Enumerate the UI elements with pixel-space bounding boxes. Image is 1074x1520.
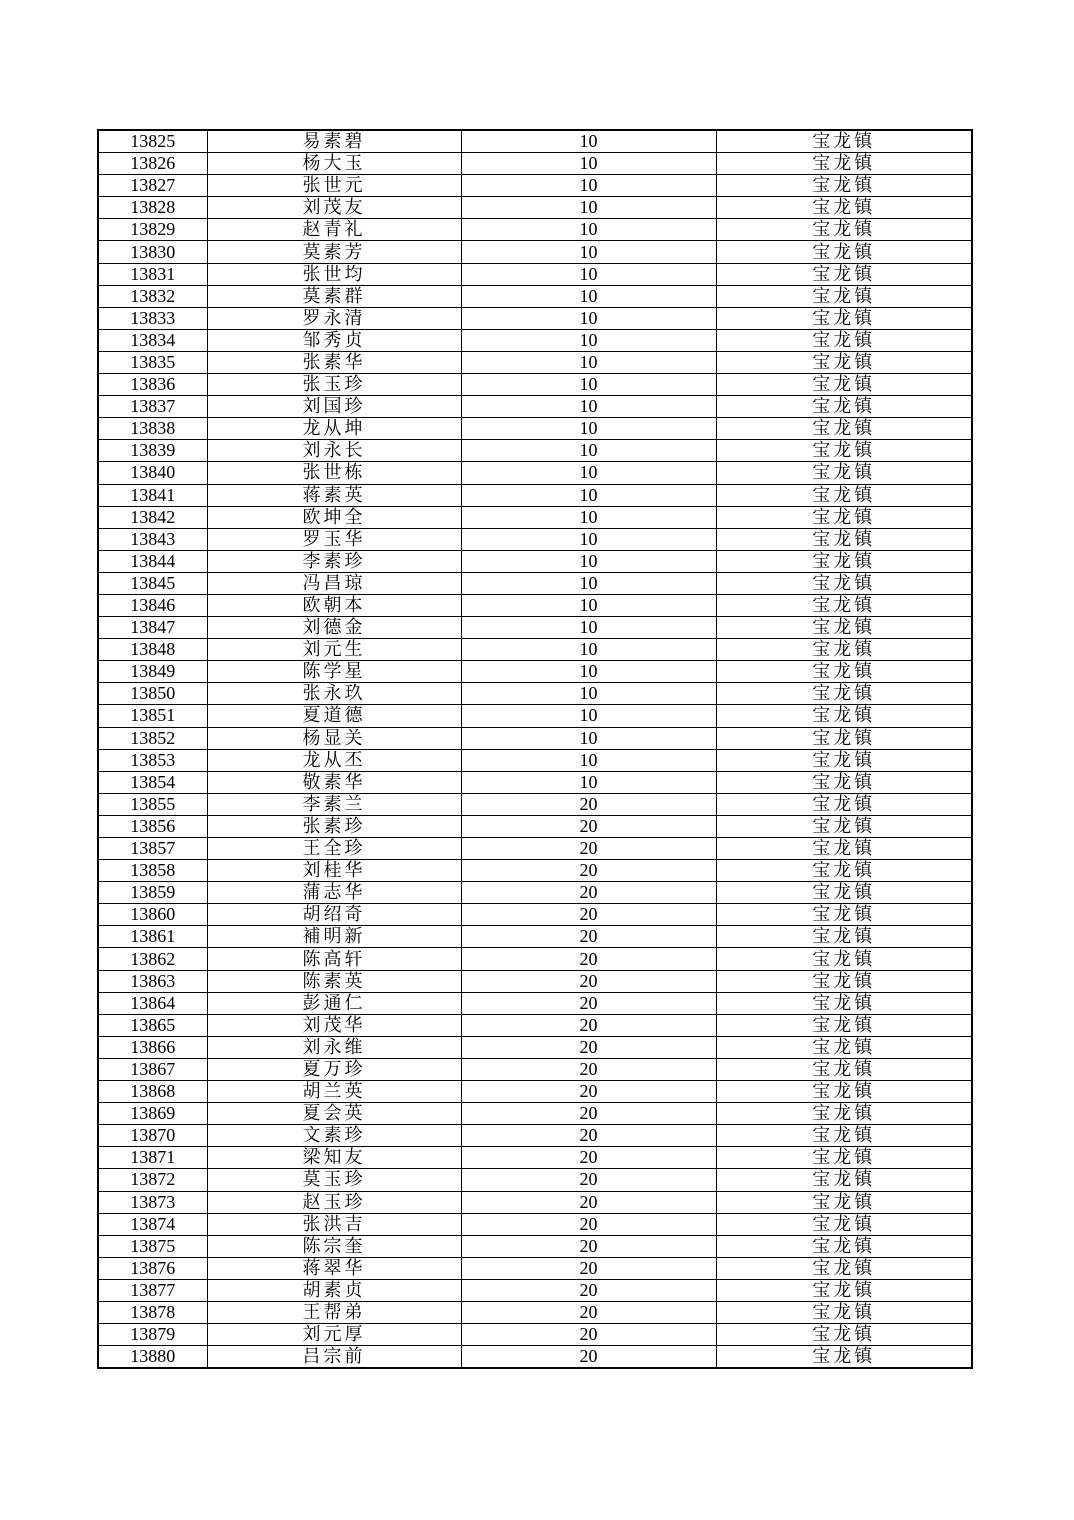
row-number-cell: 13827 <box>98 175 207 197</box>
town-name-cell: 宝龙镇 <box>716 882 972 904</box>
roster-table <box>97 129 973 1369</box>
person-name-cell: 莫素群 <box>207 285 461 307</box>
town-name-cell: 宝龙镇 <box>716 351 972 373</box>
amount-cell: 10 <box>461 484 716 506</box>
row-number-cell: 13851 <box>98 705 207 727</box>
amount-cell: 10 <box>461 175 716 197</box>
town-name-cell: 宝龙镇 <box>716 329 972 351</box>
person-name-cell: 张世均 <box>207 263 461 285</box>
amount-cell: 10 <box>461 639 716 661</box>
town-name-cell: 宝龙镇 <box>716 639 972 661</box>
row-number-cell: 13852 <box>98 727 207 749</box>
amount-cell: 10 <box>461 351 716 373</box>
town-name-cell: 宝龙镇 <box>716 926 972 948</box>
town-name-cell: 宝龙镇 <box>716 948 972 970</box>
table-row <box>98 793 972 815</box>
amount-cell: 20 <box>461 1213 716 1235</box>
row-number-cell: 13830 <box>98 241 207 263</box>
person-name-cell: 李素兰 <box>207 793 461 815</box>
row-number-cell: 13840 <box>98 462 207 484</box>
person-name-cell: 吕宗前 <box>207 1346 461 1369</box>
town-name-cell: 宝龙镇 <box>716 793 972 815</box>
town-name-cell: 宝龙镇 <box>716 970 972 992</box>
amount-cell: 20 <box>461 838 716 860</box>
table-row <box>98 440 972 462</box>
table-row <box>98 926 972 948</box>
table-row <box>98 815 972 837</box>
roster-body <box>98 130 972 1368</box>
person-name-cell: 赵玉珍 <box>207 1191 461 1213</box>
table-row <box>98 351 972 373</box>
amount-cell: 10 <box>461 396 716 418</box>
table-row <box>98 617 972 639</box>
town-name-cell: 宝龙镇 <box>716 1235 972 1257</box>
table-row <box>98 153 972 175</box>
person-name-cell: 龙从丕 <box>207 749 461 771</box>
town-name-cell: 宝龙镇 <box>716 153 972 175</box>
town-name-cell: 宝龙镇 <box>716 727 972 749</box>
person-name-cell: 刘德金 <box>207 617 461 639</box>
row-number-cell: 13837 <box>98 396 207 418</box>
row-number-cell: 13868 <box>98 1081 207 1103</box>
amount-cell: 20 <box>461 1103 716 1125</box>
amount-cell: 20 <box>461 1036 716 1058</box>
row-number-cell: 13873 <box>98 1191 207 1213</box>
town-name-cell: 宝龙镇 <box>716 1147 972 1169</box>
town-name-cell: 宝龙镇 <box>716 219 972 241</box>
town-name-cell: 宝龙镇 <box>716 572 972 594</box>
row-number-cell: 13857 <box>98 838 207 860</box>
person-name-cell: 张世元 <box>207 175 461 197</box>
table-row <box>98 838 972 860</box>
row-number-cell: 13831 <box>98 263 207 285</box>
town-name-cell: 宝龙镇 <box>716 418 972 440</box>
amount-cell: 10 <box>461 440 716 462</box>
town-name-cell: 宝龙镇 <box>716 749 972 771</box>
person-name-cell: 张洪吉 <box>207 1213 461 1235</box>
row-number-cell: 13844 <box>98 550 207 572</box>
town-name-cell: 宝龙镇 <box>716 860 972 882</box>
amount-cell: 10 <box>461 661 716 683</box>
person-name-cell: 杨大玉 <box>207 153 461 175</box>
person-name-cell: 邹秀贞 <box>207 329 461 351</box>
table-row <box>98 683 972 705</box>
amount-cell: 10 <box>461 506 716 528</box>
row-number-cell: 13849 <box>98 661 207 683</box>
table-row <box>98 992 972 1014</box>
table-row <box>98 285 972 307</box>
person-name-cell: 陈素英 <box>207 970 461 992</box>
amount-cell: 10 <box>461 771 716 793</box>
table-row <box>98 705 972 727</box>
amount-cell: 20 <box>461 1301 716 1323</box>
amount-cell: 10 <box>461 285 716 307</box>
table-row <box>98 882 972 904</box>
amount-cell: 10 <box>461 329 716 351</box>
row-number-cell: 13825 <box>98 130 207 153</box>
town-name-cell: 宝龙镇 <box>716 1081 972 1103</box>
amount-cell: 20 <box>461 926 716 948</box>
town-name-cell: 宝龙镇 <box>716 528 972 550</box>
table-row <box>98 1257 972 1279</box>
row-number-cell: 13847 <box>98 617 207 639</box>
amount-cell: 10 <box>461 528 716 550</box>
table-row <box>98 1058 972 1080</box>
person-name-cell: 刘永长 <box>207 440 461 462</box>
person-name-cell: 夏道德 <box>207 705 461 727</box>
person-name-cell: 刘桂华 <box>207 860 461 882</box>
person-name-cell: 刘永维 <box>207 1036 461 1058</box>
amount-cell: 20 <box>461 948 716 970</box>
amount-cell: 20 <box>461 1014 716 1036</box>
row-number-cell: 13867 <box>98 1058 207 1080</box>
table-row <box>98 550 972 572</box>
town-name-cell: 宝龙镇 <box>716 815 972 837</box>
table-row <box>98 1346 972 1369</box>
row-number-cell: 13835 <box>98 351 207 373</box>
row-number-cell: 13834 <box>98 329 207 351</box>
person-name-cell: 刘国珍 <box>207 396 461 418</box>
town-name-cell: 宝龙镇 <box>716 1213 972 1235</box>
town-name-cell: 宝龙镇 <box>716 1036 972 1058</box>
table-row <box>98 970 972 992</box>
table-row <box>98 1235 972 1257</box>
town-name-cell: 宝龙镇 <box>716 904 972 926</box>
amount-cell: 10 <box>461 727 716 749</box>
amount-cell: 20 <box>461 992 716 1014</box>
table-row <box>98 1191 972 1213</box>
person-name-cell: 陈高轩 <box>207 948 461 970</box>
amount-cell: 20 <box>461 1235 716 1257</box>
person-name-cell: 文素珍 <box>207 1125 461 1147</box>
town-name-cell: 宝龙镇 <box>716 683 972 705</box>
row-number-cell: 13839 <box>98 440 207 462</box>
row-number-cell: 13872 <box>98 1169 207 1191</box>
table-row <box>98 130 972 153</box>
table-row <box>98 197 972 219</box>
town-name-cell: 宝龙镇 <box>716 1103 972 1125</box>
table-row <box>98 1324 972 1346</box>
amount-cell: 20 <box>461 1346 716 1369</box>
table-row <box>98 639 972 661</box>
amount-cell: 10 <box>461 683 716 705</box>
town-name-cell: 宝龙镇 <box>716 374 972 396</box>
amount-cell: 20 <box>461 1191 716 1213</box>
table-row <box>98 860 972 882</box>
row-number-cell: 13858 <box>98 860 207 882</box>
person-name-cell: 刘元厚 <box>207 1324 461 1346</box>
town-name-cell: 宝龙镇 <box>716 992 972 1014</box>
town-name-cell: 宝龙镇 <box>716 241 972 263</box>
table-row <box>98 506 972 528</box>
person-name-cell: 敬素华 <box>207 771 461 793</box>
person-name-cell: 蒋翠华 <box>207 1257 461 1279</box>
town-name-cell: 宝龙镇 <box>716 550 972 572</box>
town-name-cell: 宝龙镇 <box>716 594 972 616</box>
amount-cell: 10 <box>461 418 716 440</box>
amount-cell: 10 <box>461 307 716 329</box>
amount-cell: 10 <box>461 374 716 396</box>
person-name-cell: 冯昌琼 <box>207 572 461 594</box>
person-name-cell: 蒲志华 <box>207 882 461 904</box>
table-row <box>98 307 972 329</box>
row-number-cell: 13842 <box>98 506 207 528</box>
town-name-cell: 宝龙镇 <box>716 263 972 285</box>
town-name-cell: 宝龙镇 <box>716 197 972 219</box>
amount-cell: 20 <box>461 1125 716 1147</box>
town-name-cell: 宝龙镇 <box>716 1279 972 1301</box>
row-number-cell: 13862 <box>98 948 207 970</box>
row-number-cell: 13861 <box>98 926 207 948</box>
town-name-cell: 宝龙镇 <box>716 307 972 329</box>
amount-cell: 20 <box>461 970 716 992</box>
person-name-cell: 蒋素英 <box>207 484 461 506</box>
town-name-cell: 宝龙镇 <box>716 661 972 683</box>
table-row <box>98 528 972 550</box>
person-name-cell: 刘茂友 <box>207 197 461 219</box>
person-name-cell: 刘茂华 <box>207 1014 461 1036</box>
table-row <box>98 572 972 594</box>
person-name-cell: 莫素芳 <box>207 241 461 263</box>
town-name-cell: 宝龙镇 <box>716 484 972 506</box>
table-row <box>98 374 972 396</box>
row-number-cell: 13870 <box>98 1125 207 1147</box>
amount-cell: 20 <box>461 1169 716 1191</box>
person-name-cell: 王全珍 <box>207 838 461 860</box>
row-number-cell: 13880 <box>98 1346 207 1369</box>
row-number-cell: 13841 <box>98 484 207 506</box>
amount-cell: 10 <box>461 705 716 727</box>
amount-cell: 20 <box>461 1147 716 1169</box>
table-row <box>98 749 972 771</box>
town-name-cell: 宝龙镇 <box>716 1058 972 1080</box>
person-name-cell: 龙从坤 <box>207 418 461 440</box>
amount-cell: 10 <box>461 617 716 639</box>
row-number-cell: 13828 <box>98 197 207 219</box>
person-name-cell: 胡兰英 <box>207 1081 461 1103</box>
table-row <box>98 484 972 506</box>
town-name-cell: 宝龙镇 <box>716 1125 972 1147</box>
town-name-cell: 宝龙镇 <box>716 771 972 793</box>
amount-cell: 10 <box>461 130 716 153</box>
person-name-cell: 李素珍 <box>207 550 461 572</box>
row-number-cell: 13860 <box>98 904 207 926</box>
table-row <box>98 1014 972 1036</box>
town-name-cell: 宝龙镇 <box>716 130 972 153</box>
table-row <box>98 948 972 970</box>
table-row <box>98 1169 972 1191</box>
amount-cell: 10 <box>461 219 716 241</box>
town-name-cell: 宝龙镇 <box>716 440 972 462</box>
town-name-cell: 宝龙镇 <box>716 1191 972 1213</box>
table-row <box>98 594 972 616</box>
row-number-cell: 13832 <box>98 285 207 307</box>
row-number-cell: 13845 <box>98 572 207 594</box>
person-name-cell: 罗玉华 <box>207 528 461 550</box>
row-number-cell: 13864 <box>98 992 207 1014</box>
table-row <box>98 727 972 749</box>
person-name-cell: 補明新 <box>207 926 461 948</box>
row-number-cell: 13869 <box>98 1103 207 1125</box>
person-name-cell: 胡绍奇 <box>207 904 461 926</box>
amount-cell: 10 <box>461 594 716 616</box>
table-row <box>98 771 972 793</box>
table-row <box>98 904 972 926</box>
amount-cell: 20 <box>461 1081 716 1103</box>
table-row <box>98 219 972 241</box>
table-row <box>98 329 972 351</box>
row-number-cell: 13875 <box>98 1235 207 1257</box>
person-name-cell: 赵青礼 <box>207 219 461 241</box>
table-row <box>98 1125 972 1147</box>
town-name-cell: 宝龙镇 <box>716 506 972 528</box>
amount-cell: 10 <box>461 263 716 285</box>
person-name-cell: 欧坤全 <box>207 506 461 528</box>
person-name-cell: 罗永清 <box>207 307 461 329</box>
person-name-cell: 张世栋 <box>207 462 461 484</box>
row-number-cell: 13836 <box>98 374 207 396</box>
town-name-cell: 宝龙镇 <box>716 617 972 639</box>
table-row <box>98 396 972 418</box>
town-name-cell: 宝龙镇 <box>716 1257 972 1279</box>
table-row <box>98 241 972 263</box>
amount-cell: 20 <box>461 1257 716 1279</box>
table-row <box>98 661 972 683</box>
amount-cell: 20 <box>461 1058 716 1080</box>
amount-cell: 20 <box>461 860 716 882</box>
amount-cell: 20 <box>461 815 716 837</box>
row-number-cell: 13878 <box>98 1301 207 1323</box>
row-number-cell: 13865 <box>98 1014 207 1036</box>
person-name-cell: 莫玉珍 <box>207 1169 461 1191</box>
amount-cell: 20 <box>461 882 716 904</box>
row-number-cell: 13838 <box>98 418 207 440</box>
row-number-cell: 13848 <box>98 639 207 661</box>
person-name-cell: 彭通仁 <box>207 992 461 1014</box>
row-number-cell: 13874 <box>98 1213 207 1235</box>
amount-cell: 20 <box>461 904 716 926</box>
person-name-cell: 胡素贞 <box>207 1279 461 1301</box>
row-number-cell: 13866 <box>98 1036 207 1058</box>
table-row <box>98 1103 972 1125</box>
table-row <box>98 462 972 484</box>
amount-cell: 10 <box>461 153 716 175</box>
person-name-cell: 张素华 <box>207 351 461 373</box>
row-number-cell: 13853 <box>98 749 207 771</box>
row-number-cell: 13843 <box>98 528 207 550</box>
amount-cell: 10 <box>461 749 716 771</box>
person-name-cell: 陈学星 <box>207 661 461 683</box>
town-name-cell: 宝龙镇 <box>716 175 972 197</box>
town-name-cell: 宝龙镇 <box>716 1301 972 1323</box>
row-number-cell: 13859 <box>98 882 207 904</box>
table-row <box>98 1147 972 1169</box>
amount-cell: 10 <box>461 241 716 263</box>
amount-cell: 10 <box>461 550 716 572</box>
table-row <box>98 1036 972 1058</box>
row-number-cell: 13863 <box>98 970 207 992</box>
row-number-cell: 13877 <box>98 1279 207 1301</box>
person-name-cell: 夏万珍 <box>207 1058 461 1080</box>
town-name-cell: 宝龙镇 <box>716 1169 972 1191</box>
person-name-cell: 欧朝本 <box>207 594 461 616</box>
amount-cell: 10 <box>461 572 716 594</box>
person-name-cell: 陈宗奎 <box>207 1235 461 1257</box>
person-name-cell: 王帮弟 <box>207 1301 461 1323</box>
table-row <box>98 263 972 285</box>
table-row <box>98 175 972 197</box>
table-row <box>98 1301 972 1323</box>
row-number-cell: 13833 <box>98 307 207 329</box>
town-name-cell: 宝龙镇 <box>716 838 972 860</box>
person-name-cell: 梁知友 <box>207 1147 461 1169</box>
row-number-cell: 13829 <box>98 219 207 241</box>
person-name-cell: 张玉珍 <box>207 374 461 396</box>
row-number-cell: 13826 <box>98 153 207 175</box>
table-row <box>98 418 972 440</box>
row-number-cell: 13879 <box>98 1324 207 1346</box>
row-number-cell: 13846 <box>98 594 207 616</box>
person-name-cell: 张永玖 <box>207 683 461 705</box>
table-row <box>98 1279 972 1301</box>
town-name-cell: 宝龙镇 <box>716 1014 972 1036</box>
person-name-cell: 刘元生 <box>207 639 461 661</box>
table-row <box>98 1081 972 1103</box>
row-number-cell: 13856 <box>98 815 207 837</box>
person-name-cell: 夏会英 <box>207 1103 461 1125</box>
town-name-cell: 宝龙镇 <box>716 1346 972 1369</box>
row-number-cell: 13850 <box>98 683 207 705</box>
town-name-cell: 宝龙镇 <box>716 462 972 484</box>
table-row <box>98 1213 972 1235</box>
person-name-cell: 张素珍 <box>207 815 461 837</box>
row-number-cell: 13855 <box>98 793 207 815</box>
town-name-cell: 宝龙镇 <box>716 396 972 418</box>
amount-cell: 20 <box>461 1324 716 1346</box>
amount-cell: 20 <box>461 1279 716 1301</box>
row-number-cell: 13854 <box>98 771 207 793</box>
person-name-cell: 杨显关 <box>207 727 461 749</box>
row-number-cell: 13871 <box>98 1147 207 1169</box>
town-name-cell: 宝龙镇 <box>716 705 972 727</box>
town-name-cell: 宝龙镇 <box>716 285 972 307</box>
row-number-cell: 13876 <box>98 1257 207 1279</box>
amount-cell: 20 <box>461 793 716 815</box>
amount-cell: 10 <box>461 462 716 484</box>
amount-cell: 10 <box>461 197 716 219</box>
person-name-cell: 易素碧 <box>207 130 461 153</box>
town-name-cell: 宝龙镇 <box>716 1324 972 1346</box>
